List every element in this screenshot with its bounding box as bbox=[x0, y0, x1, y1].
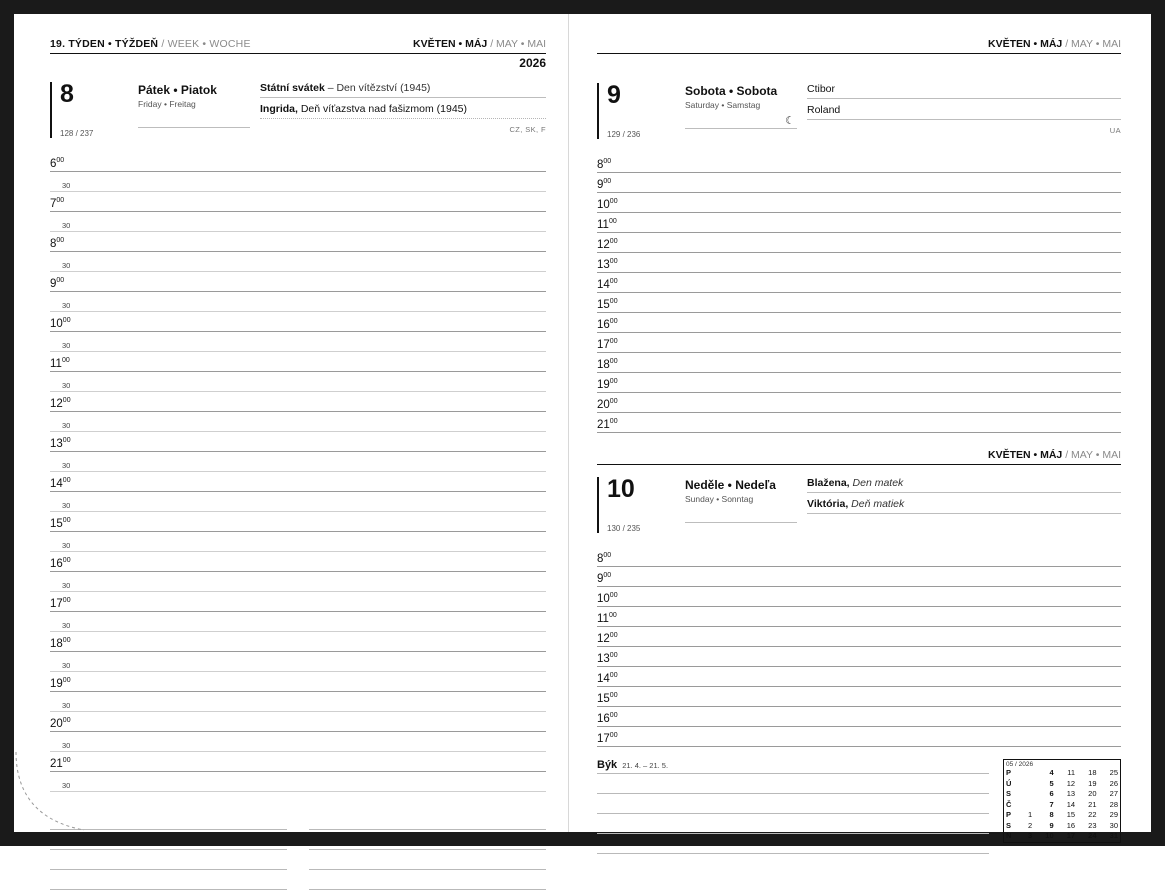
mini-day: 19 bbox=[1088, 778, 1097, 788]
half-hour-label: 30 bbox=[62, 300, 71, 310]
hour-row[interactable] bbox=[597, 293, 1121, 313]
mini-day: 18 bbox=[1088, 768, 1097, 777]
month-label-right bbox=[988, 38, 1121, 50]
half-hour-row[interactable] bbox=[50, 252, 546, 272]
hour-grid-sunday bbox=[597, 547, 1121, 747]
month-name: KVĚTEN • MÁJ bbox=[988, 38, 1063, 50]
hour-row[interactable] bbox=[597, 353, 1121, 373]
day-block-saturday bbox=[597, 83, 1121, 139]
mini-day bbox=[1020, 768, 1034, 779]
hour-grid-saturday bbox=[597, 153, 1121, 433]
weekday-initial: P bbox=[1006, 768, 1012, 777]
hour-label: $18^{00}$ bbox=[50, 636, 71, 650]
hour-label: $15^{00}$ bbox=[50, 516, 71, 530]
hour-label: $14^{00}$ bbox=[597, 277, 618, 291]
mini-day: 14 bbox=[1066, 799, 1076, 809]
week-number-translations: / WEEK • WOCHE bbox=[161, 38, 251, 50]
mini-day: 31 bbox=[1109, 831, 1118, 840]
hour-row[interactable] bbox=[597, 667, 1121, 687]
hour-row[interactable] bbox=[50, 512, 546, 532]
notes-column-left bbox=[50, 810, 287, 890]
mini-day: 25 bbox=[1109, 768, 1118, 777]
day-page-count: 128 / 237 bbox=[60, 129, 94, 138]
nameday-holiday-column bbox=[250, 82, 546, 138]
mini-calendar-row bbox=[1004, 800, 1120, 811]
half-hour-row[interactable] bbox=[50, 532, 546, 552]
hour-label: $17^{00}$ bbox=[597, 337, 618, 351]
hour-label: $9^{00}$ bbox=[597, 177, 612, 191]
hour-row[interactable] bbox=[50, 432, 546, 452]
half-hour-row[interactable] bbox=[50, 492, 546, 512]
month-translations: / MAY • MAI bbox=[1065, 38, 1121, 50]
mini-calendar bbox=[1003, 759, 1121, 843]
holiday-line-2 bbox=[260, 103, 546, 119]
hour-label: $15^{00}$ bbox=[597, 297, 618, 311]
mini-day bbox=[1020, 789, 1034, 800]
half-hour-row[interactable] bbox=[50, 412, 546, 432]
half-hour-row[interactable] bbox=[50, 212, 546, 232]
note-line[interactable] bbox=[309, 810, 546, 830]
mini-day: 26 bbox=[1109, 778, 1118, 788]
mini-day: 13 bbox=[1066, 789, 1076, 798]
holiday-description: – Den vítězství (1945) bbox=[327, 82, 431, 94]
day-number-column bbox=[597, 477, 683, 533]
half-hour-label: 30 bbox=[62, 540, 71, 550]
day-name: Neděle • Nedeľa bbox=[685, 478, 776, 492]
left-page-header bbox=[50, 38, 546, 54]
hour-label: $13^{00}$ bbox=[597, 651, 618, 665]
hour-label: $14^{00}$ bbox=[50, 476, 71, 490]
hour-row[interactable] bbox=[597, 393, 1121, 413]
mini-calendar-row bbox=[1004, 779, 1120, 790]
page-right-weekend bbox=[569, 14, 1151, 840]
mini-day: 24 bbox=[1088, 831, 1097, 840]
nameday-line-2 bbox=[807, 498, 1121, 514]
day-number: 8 bbox=[60, 80, 74, 108]
month-label-sunday bbox=[988, 449, 1121, 461]
hour-label: $14^{00}$ bbox=[597, 671, 618, 685]
hour-label: $20^{00}$ bbox=[50, 716, 71, 730]
country-codes: UA bbox=[1109, 126, 1121, 135]
note-line[interactable] bbox=[50, 810, 287, 830]
weekday-initial: Č bbox=[1006, 799, 1012, 809]
day-number: 9 bbox=[607, 81, 621, 109]
hour-row[interactable] bbox=[597, 547, 1121, 567]
mini-day: 10 bbox=[1045, 831, 1054, 840]
half-hour-label: 30 bbox=[62, 340, 71, 350]
half-hour-label: 30 bbox=[62, 420, 71, 430]
open-diary-pages bbox=[14, 14, 1151, 840]
hour-row[interactable] bbox=[597, 687, 1121, 707]
holiday-label: Státní svátek bbox=[260, 82, 325, 94]
day-name-rule bbox=[685, 522, 797, 523]
hour-label: $12^{00}$ bbox=[597, 237, 618, 251]
day-block-friday bbox=[50, 82, 546, 138]
note-line[interactable] bbox=[597, 814, 989, 834]
mini-calendar-row bbox=[1004, 821, 1120, 832]
weekday-initial: P bbox=[1006, 810, 1012, 819]
sunday-section-header bbox=[597, 449, 1121, 465]
day-name-rule bbox=[138, 127, 250, 128]
note-line[interactable] bbox=[50, 830, 287, 850]
mini-day: 5 bbox=[1049, 778, 1054, 788]
day-page-count: 130 / 235 bbox=[607, 524, 641, 533]
hour-label: $17^{00}$ bbox=[50, 596, 71, 610]
mini-day: 12 bbox=[1066, 778, 1076, 788]
hour-row[interactable] bbox=[50, 552, 546, 572]
hour-label: $8^{00}$ bbox=[597, 551, 612, 565]
month-translations: / MAY • MAI bbox=[490, 38, 546, 50]
notes-column-right bbox=[309, 810, 546, 890]
zodiac-name: Býk bbox=[597, 759, 618, 771]
hour-row[interactable] bbox=[597, 647, 1121, 667]
half-hour-row[interactable] bbox=[50, 652, 546, 672]
day-name: Pátek • Piatok bbox=[138, 83, 217, 97]
hour-row[interactable] bbox=[50, 712, 546, 732]
hour-label: $11^{00}$ bbox=[597, 611, 617, 625]
day-number: 10 bbox=[607, 475, 635, 503]
mini-day: 27 bbox=[1109, 789, 1118, 798]
day-name-column bbox=[683, 83, 797, 139]
half-hour-label: 30 bbox=[62, 700, 71, 710]
observance-label-sk: Deň matiek bbox=[851, 498, 905, 510]
zodiac-row bbox=[597, 759, 989, 774]
hour-row[interactable] bbox=[597, 373, 1121, 393]
note-line[interactable] bbox=[309, 870, 546, 890]
note-line[interactable] bbox=[597, 774, 989, 794]
hour-row[interactable] bbox=[597, 313, 1121, 333]
mini-day: 1 bbox=[1028, 810, 1033, 819]
nameday-line-1 bbox=[807, 477, 1121, 493]
day-name-translations: Sunday • Sonntag bbox=[685, 494, 754, 504]
mini-day: 7 bbox=[1049, 799, 1054, 809]
zodiac-date-range: 21. 4. – 21. 5. bbox=[622, 761, 669, 770]
hour-label: $6^{00}$ bbox=[50, 156, 65, 170]
half-hour-row[interactable] bbox=[50, 732, 546, 752]
mini-day: 29 bbox=[1109, 810, 1118, 819]
month-name: KVĚTEN • MÁJ bbox=[413, 38, 488, 50]
bottom-area bbox=[597, 759, 1121, 854]
half-hour-row[interactable] bbox=[50, 332, 546, 352]
mini-day: 30 bbox=[1109, 820, 1118, 830]
note-line[interactable] bbox=[50, 870, 287, 890]
mini-day: 22 bbox=[1088, 810, 1097, 819]
hour-label: $19^{00}$ bbox=[597, 377, 618, 391]
hour-label: $19^{00}$ bbox=[50, 676, 71, 690]
hour-grid-friday bbox=[50, 152, 546, 792]
half-hour-row[interactable] bbox=[50, 372, 546, 392]
half-hour-label: 30 bbox=[62, 380, 71, 390]
day-page-count: 129 / 236 bbox=[607, 130, 641, 139]
notes-area-left bbox=[50, 810, 546, 890]
mini-calendar-row bbox=[1004, 768, 1120, 779]
half-hour-label: 30 bbox=[62, 180, 71, 190]
day-name: Sobota • Sobota bbox=[685, 84, 778, 98]
observance-label: Den matek bbox=[852, 477, 904, 489]
hour-row[interactable] bbox=[597, 213, 1121, 233]
page-left-friday bbox=[14, 14, 569, 832]
weekday-initial: Ú bbox=[1006, 778, 1012, 788]
hour-label: $20^{00}$ bbox=[597, 397, 618, 411]
hour-label: $17^{00}$ bbox=[597, 731, 618, 745]
mini-day: 8 bbox=[1049, 810, 1054, 819]
hour-row[interactable] bbox=[597, 627, 1121, 647]
weekday-initial: S bbox=[1006, 820, 1012, 830]
zodiac-and-notes bbox=[597, 759, 1003, 854]
hour-label: $10^{00}$ bbox=[50, 316, 71, 330]
mini-day: 11 bbox=[1067, 768, 1076, 777]
weekday-initial: N bbox=[1006, 831, 1012, 840]
hour-label: $12^{00}$ bbox=[597, 631, 618, 645]
mini-calendar-row-sunday bbox=[1004, 831, 1120, 842]
hour-row[interactable] bbox=[50, 632, 546, 652]
nameday-column bbox=[797, 83, 1121, 139]
hour-row[interactable] bbox=[50, 192, 546, 212]
hour-label: $9^{00}$ bbox=[50, 276, 65, 290]
month-label-left bbox=[413, 38, 546, 50]
day-name-column bbox=[136, 82, 250, 138]
hour-row[interactable] bbox=[50, 232, 546, 252]
hour-row[interactable] bbox=[50, 472, 546, 492]
hour-label: $12^{00}$ bbox=[50, 396, 71, 410]
hour-row[interactable] bbox=[597, 253, 1121, 273]
month-name: KVĚTEN • MÁJ bbox=[988, 449, 1063, 461]
hour-row[interactable] bbox=[50, 392, 546, 412]
hour-row[interactable] bbox=[597, 153, 1121, 173]
hour-label: $8^{00}$ bbox=[597, 157, 612, 171]
nameday-line-1: Ctibor bbox=[807, 83, 1121, 99]
day-number-column bbox=[50, 82, 136, 138]
hour-row[interactable] bbox=[597, 567, 1121, 587]
hour-row[interactable] bbox=[50, 312, 546, 332]
mini-day: 23 bbox=[1088, 820, 1097, 830]
year-label: 2026 bbox=[519, 56, 546, 70]
nameday-label: Ingrida, bbox=[260, 103, 298, 115]
hour-label: $16^{00}$ bbox=[597, 317, 618, 331]
week-label bbox=[50, 38, 251, 50]
note-line[interactable] bbox=[597, 794, 989, 814]
hour-row[interactable] bbox=[597, 727, 1121, 747]
day-block-sunday bbox=[597, 477, 1121, 533]
hour-label: $21^{00}$ bbox=[597, 417, 618, 431]
day-name-translations: Saturday • Samstag bbox=[685, 100, 761, 110]
weekday-initial: S bbox=[1006, 789, 1012, 798]
hour-label: $8^{00}$ bbox=[50, 236, 65, 250]
half-hour-row[interactable] bbox=[50, 452, 546, 472]
hour-row[interactable] bbox=[50, 752, 546, 772]
hour-row[interactable] bbox=[597, 193, 1121, 213]
mini-day: 2 bbox=[1028, 820, 1033, 830]
mini-day: 9 bbox=[1049, 820, 1054, 830]
hour-label: $7^{00}$ bbox=[50, 196, 65, 210]
hour-label: $18^{00}$ bbox=[597, 357, 618, 371]
half-hour-label: 30 bbox=[62, 660, 71, 670]
mini-day: 6 bbox=[1049, 789, 1054, 798]
hour-label: $13^{00}$ bbox=[50, 436, 71, 450]
day-name-translations: Friday • Freitag bbox=[138, 99, 196, 109]
half-hour-label: 30 bbox=[62, 580, 71, 590]
hour-row[interactable] bbox=[597, 273, 1121, 293]
nameday-label-sk: Viktória, bbox=[807, 498, 849, 510]
hour-label: $9^{00}$ bbox=[597, 571, 612, 585]
half-hour-label: 30 bbox=[62, 220, 71, 230]
half-hour-row[interactable] bbox=[50, 292, 546, 312]
mini-day: 17 bbox=[1066, 831, 1076, 840]
note-line[interactable] bbox=[309, 830, 546, 850]
hour-label: $11^{00}$ bbox=[597, 217, 617, 231]
hour-row[interactable] bbox=[597, 333, 1121, 353]
moon-last-quarter-icon: ☾ bbox=[785, 115, 795, 127]
hour-row[interactable] bbox=[597, 233, 1121, 253]
mini-day bbox=[1020, 779, 1034, 790]
hour-label: $10^{00}$ bbox=[597, 591, 618, 605]
note-line[interactable] bbox=[309, 850, 546, 870]
half-hour-row[interactable] bbox=[50, 172, 546, 192]
hour-label: $16^{00}$ bbox=[597, 711, 618, 725]
month-translations: / MAY • MAI bbox=[1065, 449, 1121, 461]
hour-label: $13^{00}$ bbox=[597, 257, 618, 271]
mini-day: 3 bbox=[1028, 831, 1033, 840]
hour-row[interactable] bbox=[50, 352, 546, 372]
mini-calendar-row bbox=[1004, 789, 1120, 800]
hour-label: $21^{00}$ bbox=[50, 756, 71, 770]
half-hour-label: 30 bbox=[62, 460, 71, 470]
hour-row[interactable] bbox=[597, 173, 1121, 193]
nameday-line-2: Roland bbox=[807, 104, 1121, 120]
hour-row[interactable] bbox=[597, 413, 1121, 433]
mini-calendar-row bbox=[1004, 810, 1120, 821]
mini-day: 21 bbox=[1088, 799, 1097, 809]
half-hour-label: 30 bbox=[62, 620, 71, 630]
mini-day: 15 bbox=[1066, 810, 1076, 819]
half-hour-label: 30 bbox=[62, 740, 71, 750]
holiday-line-1 bbox=[260, 82, 546, 98]
hour-row[interactable] bbox=[50, 592, 546, 612]
mini-calendar-table bbox=[1004, 768, 1120, 842]
hour-row[interactable] bbox=[597, 587, 1121, 607]
country-codes: CZ, SK, F bbox=[509, 125, 546, 134]
week-number: 19. TÝDEN • TÝŽDEŇ bbox=[50, 38, 159, 50]
hour-label: $10^{00}$ bbox=[597, 197, 618, 211]
hour-label: $11^{00}$ bbox=[50, 356, 70, 370]
hour-row[interactable] bbox=[597, 607, 1121, 627]
half-hour-label: 30 bbox=[62, 780, 71, 790]
nameday-label: Blažena, bbox=[807, 477, 850, 489]
day-name-column bbox=[683, 477, 797, 533]
right-page-header bbox=[597, 38, 1121, 54]
half-hour-row[interactable] bbox=[50, 612, 546, 632]
hour-row[interactable] bbox=[50, 272, 546, 292]
half-hour-label: 30 bbox=[62, 500, 71, 510]
mini-day: 16 bbox=[1066, 820, 1076, 830]
note-line[interactable] bbox=[597, 834, 989, 854]
half-hour-row[interactable] bbox=[50, 572, 546, 592]
half-hour-row[interactable] bbox=[50, 692, 546, 712]
half-hour-label: 30 bbox=[62, 260, 71, 270]
nameday-column bbox=[797, 477, 1121, 533]
day-number-column bbox=[597, 83, 683, 139]
hour-label: $16^{00}$ bbox=[50, 556, 71, 570]
mini-calendar-title: 05 / 2026 bbox=[1006, 761, 1034, 768]
day-name-rule bbox=[685, 115, 797, 129]
hour-row[interactable] bbox=[50, 152, 546, 172]
hour-row[interactable] bbox=[597, 707, 1121, 727]
mini-day: 20 bbox=[1088, 789, 1097, 798]
holiday-description-sk: Deň víťazstva nad fašizmom (1945) bbox=[300, 103, 468, 115]
note-line[interactable] bbox=[50, 850, 287, 870]
hour-label: $15^{00}$ bbox=[597, 691, 618, 705]
mini-day bbox=[1020, 800, 1034, 811]
header-spacer bbox=[597, 54, 1121, 71]
half-hour-row[interactable] bbox=[50, 772, 546, 792]
mini-day: 28 bbox=[1109, 799, 1118, 809]
hour-row[interactable] bbox=[50, 672, 546, 692]
mini-day: 4 bbox=[1049, 768, 1054, 777]
